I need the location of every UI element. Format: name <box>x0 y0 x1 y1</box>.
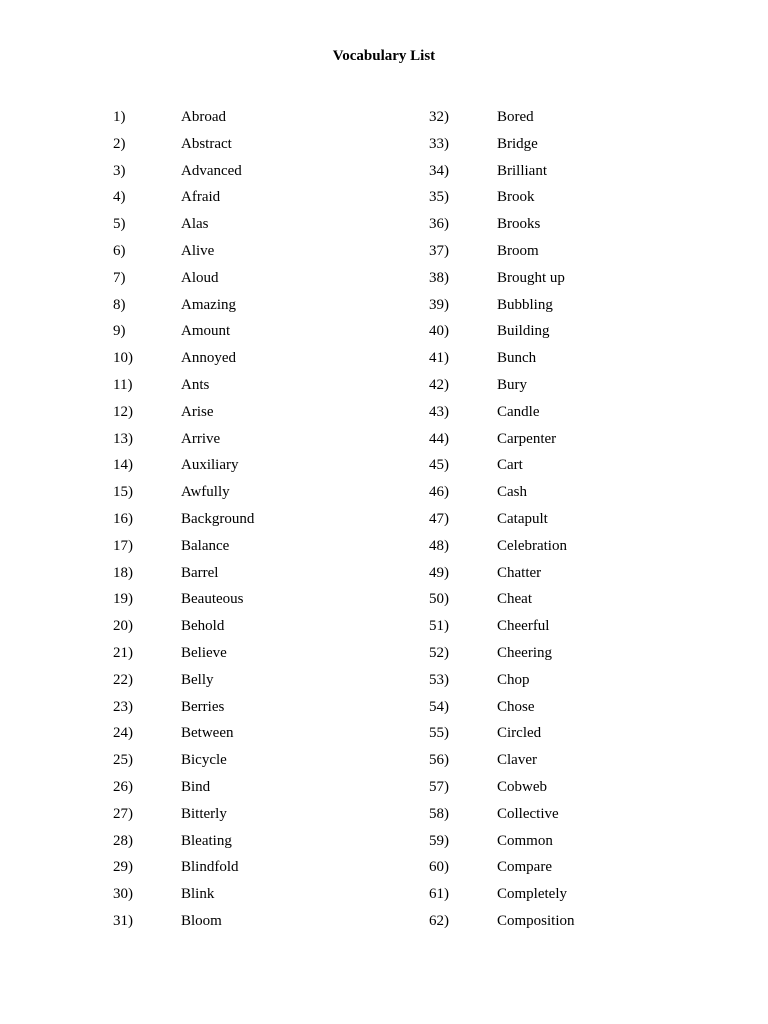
vocabulary-word: Alive <box>181 242 215 259</box>
vocabulary-word: Composition <box>497 912 575 929</box>
vocabulary-word: Cheat <box>497 591 532 608</box>
item-number: 20) <box>113 618 133 635</box>
item-number: 33) <box>429 135 449 152</box>
vocabulary-word: Balance <box>181 537 230 554</box>
list-item <box>316 241 616 268</box>
vocabulary-word: Completely <box>497 886 567 903</box>
list-item <box>316 777 616 804</box>
vocabulary-word: Brought up <box>497 269 565 286</box>
vocabulary-word: Berries <box>181 698 225 715</box>
list-item <box>316 804 616 831</box>
vocabulary-word: Belly <box>181 671 214 688</box>
item-number: 27) <box>113 805 133 822</box>
item-number: 9) <box>113 323 126 340</box>
vocabulary-word: Barrel <box>181 564 219 581</box>
item-number: 24) <box>113 725 133 742</box>
list-item <box>316 589 616 616</box>
item-number: 11) <box>113 376 133 393</box>
list-item <box>316 831 616 858</box>
item-number: 45) <box>429 457 449 474</box>
item-number: 17) <box>113 537 133 554</box>
item-number: 23) <box>113 698 133 715</box>
list-item <box>0 161 300 188</box>
vocabulary-word: Cash <box>497 484 527 501</box>
item-number: 30) <box>113 886 133 903</box>
list-item <box>316 482 616 509</box>
item-number: 13) <box>113 430 133 447</box>
list-item <box>316 455 616 482</box>
list-item <box>0 670 300 697</box>
item-number: 51) <box>429 618 449 635</box>
item-number: 16) <box>113 510 133 527</box>
list-item <box>316 911 616 938</box>
item-number: 29) <box>113 859 133 876</box>
vocabulary-word: Candle <box>497 403 540 420</box>
list-item <box>316 670 616 697</box>
list-item <box>316 321 616 348</box>
item-number: 61) <box>429 886 449 903</box>
list-item <box>316 402 616 429</box>
item-number: 44) <box>429 430 449 447</box>
list-item <box>316 509 616 536</box>
list-item <box>316 643 616 670</box>
item-number: 40) <box>429 323 449 340</box>
vocabulary-column-right <box>316 107 616 938</box>
vocabulary-word: Cheering <box>497 644 552 661</box>
vocabulary-word: Aloud <box>181 269 219 286</box>
item-number: 35) <box>429 189 449 206</box>
list-item <box>0 697 300 724</box>
item-number: 14) <box>113 457 133 474</box>
item-number: 57) <box>429 778 449 795</box>
list-item <box>0 723 300 750</box>
vocabulary-word: Circled <box>497 725 542 742</box>
vocabulary-word: Amazing <box>181 296 236 313</box>
vocabulary-word: Awfully <box>181 484 230 501</box>
vocabulary-word: Between <box>181 725 234 742</box>
list-item <box>0 884 300 911</box>
vocabulary-word: Compare <box>497 859 552 876</box>
vocabulary-word: Arrive <box>181 430 221 447</box>
list-item <box>316 295 616 322</box>
list-item <box>316 429 616 456</box>
vocabulary-word: Brooks <box>497 216 541 233</box>
item-number: 56) <box>429 752 449 769</box>
vocabulary-word: Bunch <box>497 350 537 367</box>
vocabulary-word: Brook <box>497 189 535 206</box>
vocabulary-word: Believe <box>181 644 227 661</box>
item-number: 42) <box>429 376 449 393</box>
vocabulary-word: Chatter <box>497 564 542 581</box>
item-number: 7) <box>113 269 126 286</box>
item-number: 25) <box>113 752 133 769</box>
item-number: 53) <box>429 671 449 688</box>
item-number: 60) <box>429 859 449 876</box>
item-number: 21) <box>113 644 133 661</box>
item-number: 58) <box>429 805 449 822</box>
item-number: 54) <box>429 698 449 715</box>
vocabulary-word: Bloom <box>181 912 222 929</box>
item-number: 4) <box>113 189 126 206</box>
vocabulary-word: Bleating <box>181 832 232 849</box>
item-number: 26) <box>113 778 133 795</box>
list-item <box>0 911 300 938</box>
list-item <box>316 161 616 188</box>
vocabulary-word: Cart <box>497 457 523 474</box>
item-number: 38) <box>429 269 449 286</box>
vocabulary-word: Alas <box>181 216 209 233</box>
item-number: 37) <box>429 242 449 259</box>
list-item <box>0 402 300 429</box>
vocabulary-word: Annoyed <box>181 350 236 367</box>
list-item <box>0 831 300 858</box>
item-number: 50) <box>429 591 449 608</box>
vocabulary-column-left <box>0 107 300 938</box>
vocabulary-word: Cheerful <box>497 618 550 635</box>
list-item <box>316 187 616 214</box>
list-item <box>0 482 300 509</box>
list-item <box>316 536 616 563</box>
item-number: 31) <box>113 912 133 929</box>
vocabulary-word: Abstract <box>181 135 232 152</box>
vocabulary-word: Chop <box>497 671 530 688</box>
item-number: 15) <box>113 484 133 501</box>
item-number: 10) <box>113 350 133 367</box>
vocabulary-word: Bind <box>181 778 211 795</box>
vocabulary-word: Auxiliary <box>181 457 239 474</box>
list-item <box>0 187 300 214</box>
item-number: 48) <box>429 537 449 554</box>
item-number: 8) <box>113 296 126 313</box>
vocabulary-word: Bitterly <box>181 805 227 822</box>
vocabulary-word: Bubbling <box>497 296 553 313</box>
vocabulary-word: Claver <box>497 752 537 769</box>
list-item <box>0 777 300 804</box>
item-number: 59) <box>429 832 449 849</box>
item-number: 28) <box>113 832 133 849</box>
list-item <box>0 750 300 777</box>
item-number: 52) <box>429 644 449 661</box>
list-item <box>316 750 616 777</box>
vocabulary-word: Chose <box>497 698 535 715</box>
vocabulary-word: Common <box>497 832 553 849</box>
vocabulary-word: Broom <box>497 242 539 259</box>
item-number: 19) <box>113 591 133 608</box>
item-number: 12) <box>113 403 133 420</box>
list-item <box>0 348 300 375</box>
item-number: 1) <box>113 109 126 125</box>
vocabulary-word: Advanced <box>181 162 242 179</box>
list-item <box>0 616 300 643</box>
list-item <box>316 214 616 241</box>
vocabulary-word: Blindfold <box>181 859 239 876</box>
list-item <box>316 348 616 375</box>
vocabulary-word: Beauteous <box>181 591 244 608</box>
item-number: 34) <box>429 162 449 179</box>
vocabulary-word: Arise <box>181 403 214 420</box>
list-item <box>316 375 616 402</box>
list-item <box>0 107 300 134</box>
list-item <box>0 321 300 348</box>
item-number: 36) <box>429 216 449 233</box>
vocabulary-word: Bridge <box>497 135 538 152</box>
item-number: 55) <box>429 725 449 742</box>
item-number: 41) <box>429 350 449 367</box>
item-number: 6) <box>113 242 126 259</box>
vocabulary-word: Celebration <box>497 537 567 554</box>
item-number: 3) <box>113 162 126 179</box>
vocabulary-word: Blink <box>181 886 215 903</box>
vocabulary-word: Bicycle <box>181 752 227 769</box>
item-number: 5) <box>113 216 126 233</box>
vocabulary-word: Ants <box>181 376 210 393</box>
list-item <box>0 509 300 536</box>
list-item <box>316 884 616 911</box>
item-number: 18) <box>113 564 133 581</box>
vocabulary-word: Building <box>497 323 550 340</box>
vocabulary-word: Abroad <box>181 109 226 125</box>
vocabulary-word: Bury <box>497 376 527 393</box>
item-number: 39) <box>429 296 449 313</box>
list-item <box>0 214 300 241</box>
list-item <box>316 563 616 590</box>
page-title: Vocabulary List <box>332 48 436 64</box>
list-item <box>316 616 616 643</box>
vocabulary-word: Collective <box>497 805 559 822</box>
item-number: 47) <box>429 510 449 527</box>
vocabulary-word: Bored <box>497 109 534 125</box>
item-number: 62) <box>429 912 449 929</box>
list-item <box>0 536 300 563</box>
list-item <box>316 107 616 134</box>
list-item <box>0 589 300 616</box>
list-item <box>0 804 300 831</box>
list-item <box>0 643 300 670</box>
list-item <box>0 268 300 295</box>
list-item <box>0 455 300 482</box>
item-number: 46) <box>429 484 449 501</box>
vocabulary-word: Amount <box>181 323 231 340</box>
vocabulary-word: Carpenter <box>497 430 557 447</box>
item-number: 49) <box>429 564 449 581</box>
list-item <box>0 375 300 402</box>
item-number: 32) <box>429 109 449 125</box>
vocabulary-word: Background <box>181 510 255 527</box>
vocabulary-word: Afraid <box>181 189 221 206</box>
item-number: 22) <box>113 671 133 688</box>
vocabulary-word: Cobweb <box>497 778 547 795</box>
list-item <box>0 857 300 884</box>
list-item <box>316 857 616 884</box>
vocabulary-word: Catapult <box>497 510 548 527</box>
list-item <box>0 295 300 322</box>
list-item <box>316 268 616 295</box>
list-item <box>316 134 616 161</box>
list-item <box>0 563 300 590</box>
item-number: 2) <box>113 135 126 152</box>
vocabulary-word: Behold <box>181 618 225 635</box>
list-item <box>0 429 300 456</box>
list-item <box>0 134 300 161</box>
item-number: 43) <box>429 403 449 420</box>
list-item <box>316 697 616 724</box>
list-item <box>316 723 616 750</box>
list-item <box>0 241 300 268</box>
vocabulary-word: Brilliant <box>497 162 547 179</box>
